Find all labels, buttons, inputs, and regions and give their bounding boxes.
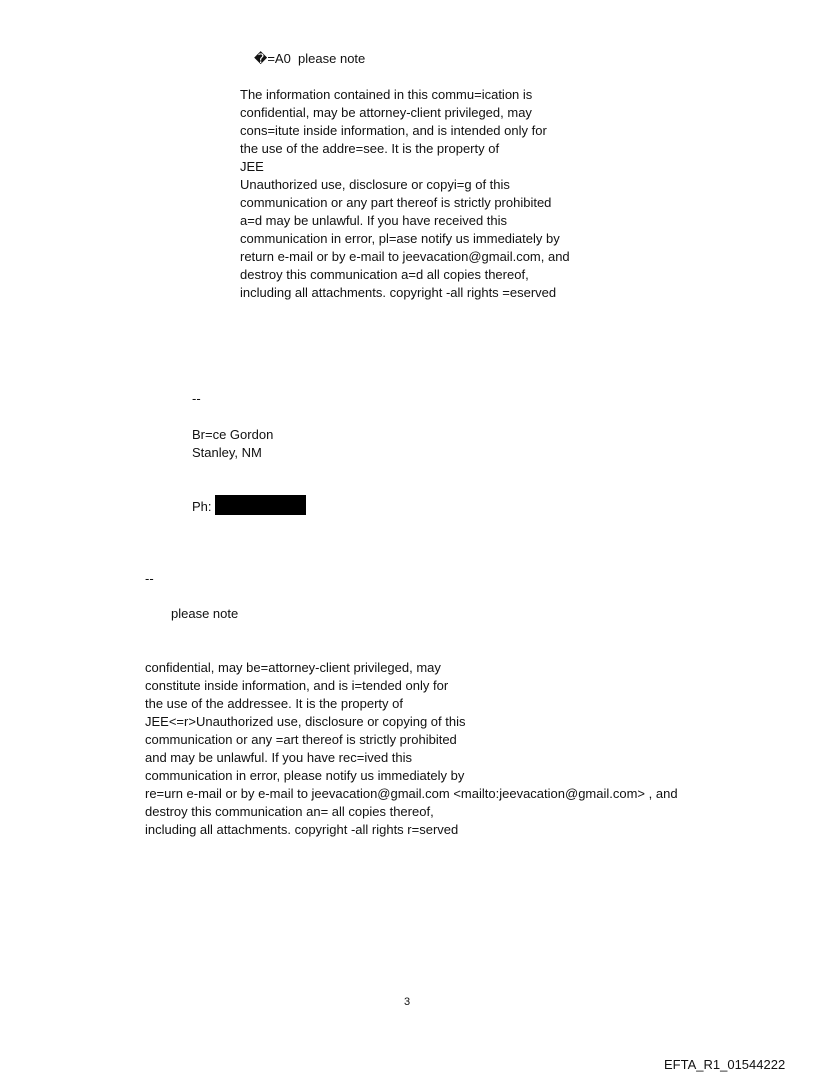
block2-line: JEE<=r>Unauthorized use, disclosure or copying of this <box>145 714 466 729</box>
redaction-bar <box>215 495 306 515</box>
signature-location: Stanley, NM <box>192 445 262 460</box>
block2-header: please note <box>171 606 239 621</box>
block1-line: the use of the addre=see. It is the property of <box>240 141 500 156</box>
block1-line: return e-mail or by e-mail to jeevacation@gmail.com, and <box>240 249 570 264</box>
block1-line: The information contained in this commu=ication is <box>240 87 533 102</box>
signature-name: Br=ce Gordon <box>192 427 274 442</box>
block1-header: �=A0 please note <box>254 51 366 66</box>
block2-line: confidential, may be=attorney-client privileged, may <box>145 660 441 675</box>
block1-line: cons=itute inside information, and is intended only for <box>240 123 547 138</box>
document-id: EFTA_R1_01544222 <box>664 1057 786 1072</box>
block1-line: communication in error, pl=ase notify us immediately by <box>240 231 560 246</box>
block1-line: communication or any part thereof is strictly prohibited <box>240 195 552 210</box>
block1-line: destroy this communication a=d all copies thereof, <box>240 267 529 282</box>
block2-line: constitute inside information, and is i=tended only for <box>145 678 449 693</box>
block1-line: a=d may be unlawful. If you have received this <box>240 213 508 228</box>
block2-line: re=urn e-mail or by e-mail to jeevacation@gmail.com <mailto:jeevacation@gmail.com> , and <box>145 786 678 801</box>
block1-line: including all attachments. copyright -all rights =eserved <box>240 285 557 300</box>
block2-line: destroy this communication an= all copies thereof, <box>145 804 434 819</box>
block1-line: Unauthorized use, disclosure or copyi=g of this <box>240 177 510 192</box>
block2-separator: -- <box>145 571 154 586</box>
block2-line: including all attachments. copyright -all rights r=served <box>145 822 459 837</box>
block2-line: the use of the addressee. It is the property of <box>145 696 403 711</box>
block1-line: JEE <box>240 159 264 174</box>
phone-label: Ph: <box>192 499 212 514</box>
block2-line: communication or any =art thereof is strictly prohibited <box>145 732 457 747</box>
block2-line: and may be unlawful. If you have rec=ived this <box>145 750 413 765</box>
block1-line: confidential, may be attorney-client privileged, may <box>240 105 532 120</box>
page-number: 3 <box>404 996 411 1008</box>
signature-separator: -- <box>192 391 201 406</box>
block2-line: communication in error, please notify us immediately by <box>145 768 465 783</box>
